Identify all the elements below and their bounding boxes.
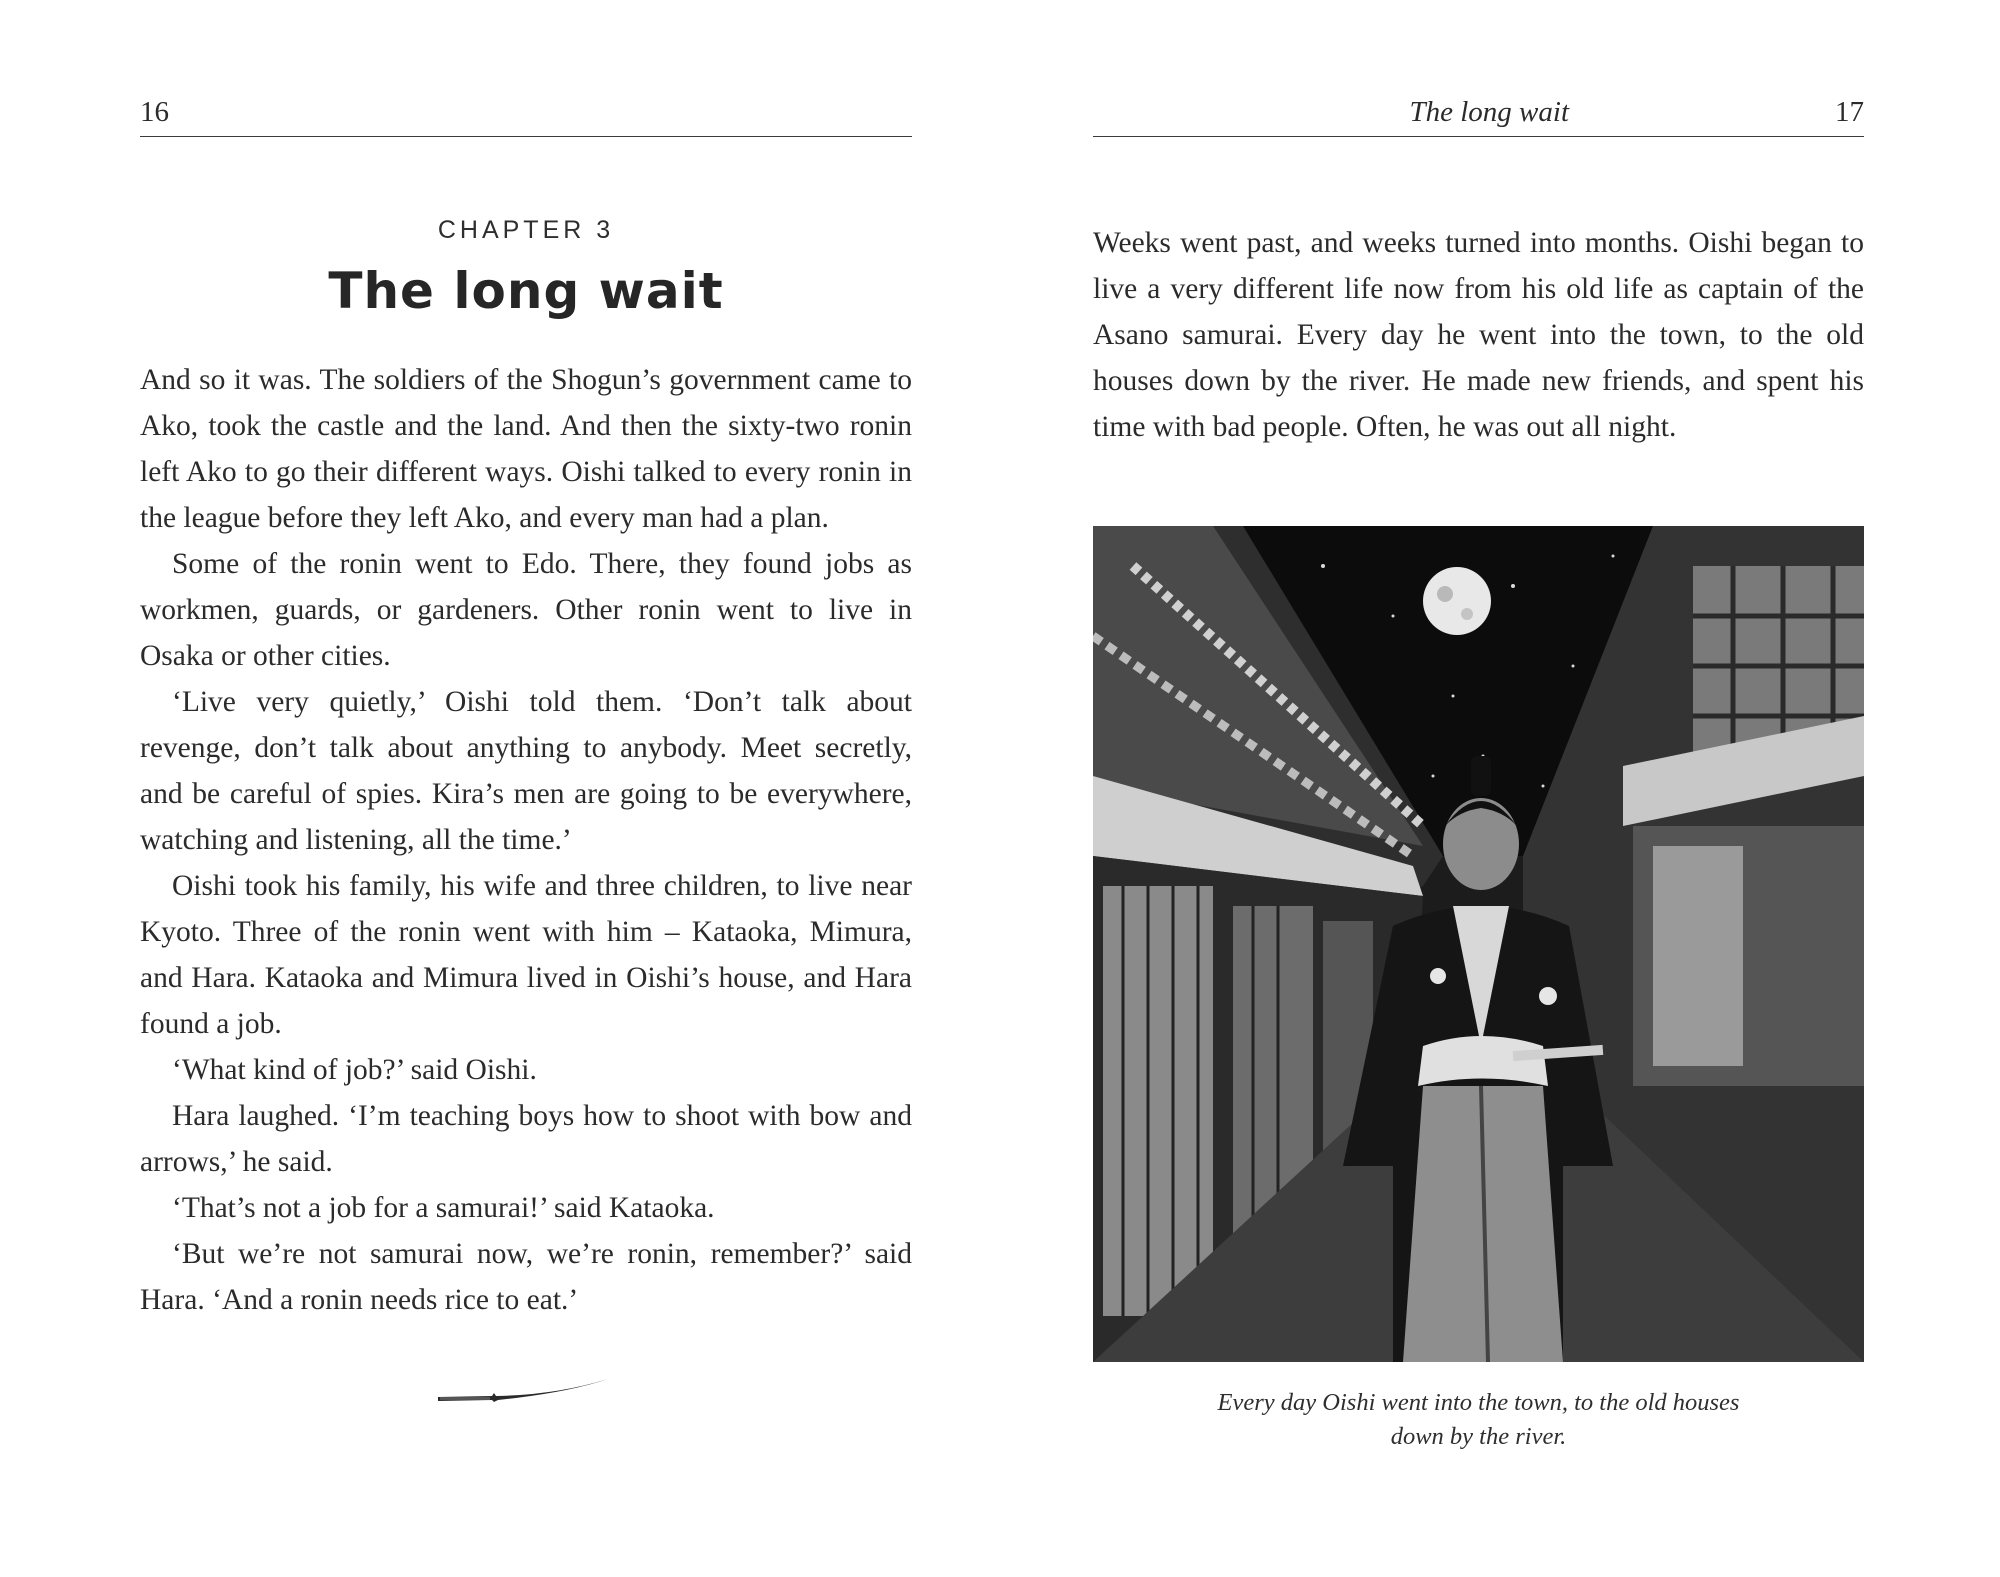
paragraph: Weeks went past, and weeks turned into months. Oishi began to live a very different life now from his old life as captain of the Asano samurai. Every day he went into the town, to the old houses down by the river. He made new friends, and spent his time with bad people. Often, he was out all night. (1093, 227, 1864, 443)
running-title: The long wait (1409, 96, 1569, 128)
night-street-illustration (1093, 526, 1864, 1362)
paragraph: Oishi took his family, his wife and three children, to live near Kyoto. Three of the ronin went with him – Kataoka, Mimura, and Hara. Kataoka and Mimura lived in Oishi’s house, and Hara found a job. (140, 870, 912, 1040)
paragraph: ‘That’s not a job for a samurai!’ said Kataoka. (172, 1192, 715, 1224)
page-number-right: 17 (1835, 96, 1864, 128)
right-page (1093, 0, 1864, 1577)
paragraph: ‘Live very quietly,’ Oishi told them. ‘Don’t talk about revenge, don’t talk about anything to anybody. Meet secretly, and be careful of spies. Kira’s men are going to be everywhere, watching and listening, all the time.’ (140, 686, 912, 856)
chapter-title: The long wait (328, 262, 724, 320)
caption-line-2: down by the river. (1390, 1423, 1567, 1450)
left-running-head (140, 92, 912, 137)
paragraph: ‘What kind of job?’ said Oishi. (172, 1054, 537, 1086)
left-page (140, 0, 912, 1577)
caption-line-1: Every day Oishi went into the town, to the old houses (1217, 1389, 1740, 1416)
paragraph: Some of the ronin went to Edo. There, they found jobs as workmen, guards, or gardeners. Other ronin went to live in Osaka or other cities. (140, 548, 912, 672)
paragraph: Hara laughed. ‘I’m teaching boys how to shoot with bow and arrows,’ he said. (140, 1100, 912, 1178)
illustration-caption (1133, 1386, 1824, 1454)
paragraph: ‘But we’re not samurai now, we’re ronin, remember?’ said Hara. ‘And a ronin needs rice to eat.’ (140, 1238, 912, 1316)
chapter-body (140, 357, 912, 1323)
sword-ornament-icon (436, 1365, 616, 1405)
right-body (1093, 220, 1864, 450)
chapter-label: CHAPTER 3 (437, 216, 615, 244)
page-number-left: 16 (140, 96, 169, 128)
paragraph: And so it was. The soldiers of the Shogun’s government came to Ako, took the castle and the land. And then the sixty-two ronin left Ako to go their different ways. Oishi talked to every ronin in the league before they left Ako, and every man had a plan. (140, 364, 912, 534)
right-running-head (1093, 92, 1864, 137)
